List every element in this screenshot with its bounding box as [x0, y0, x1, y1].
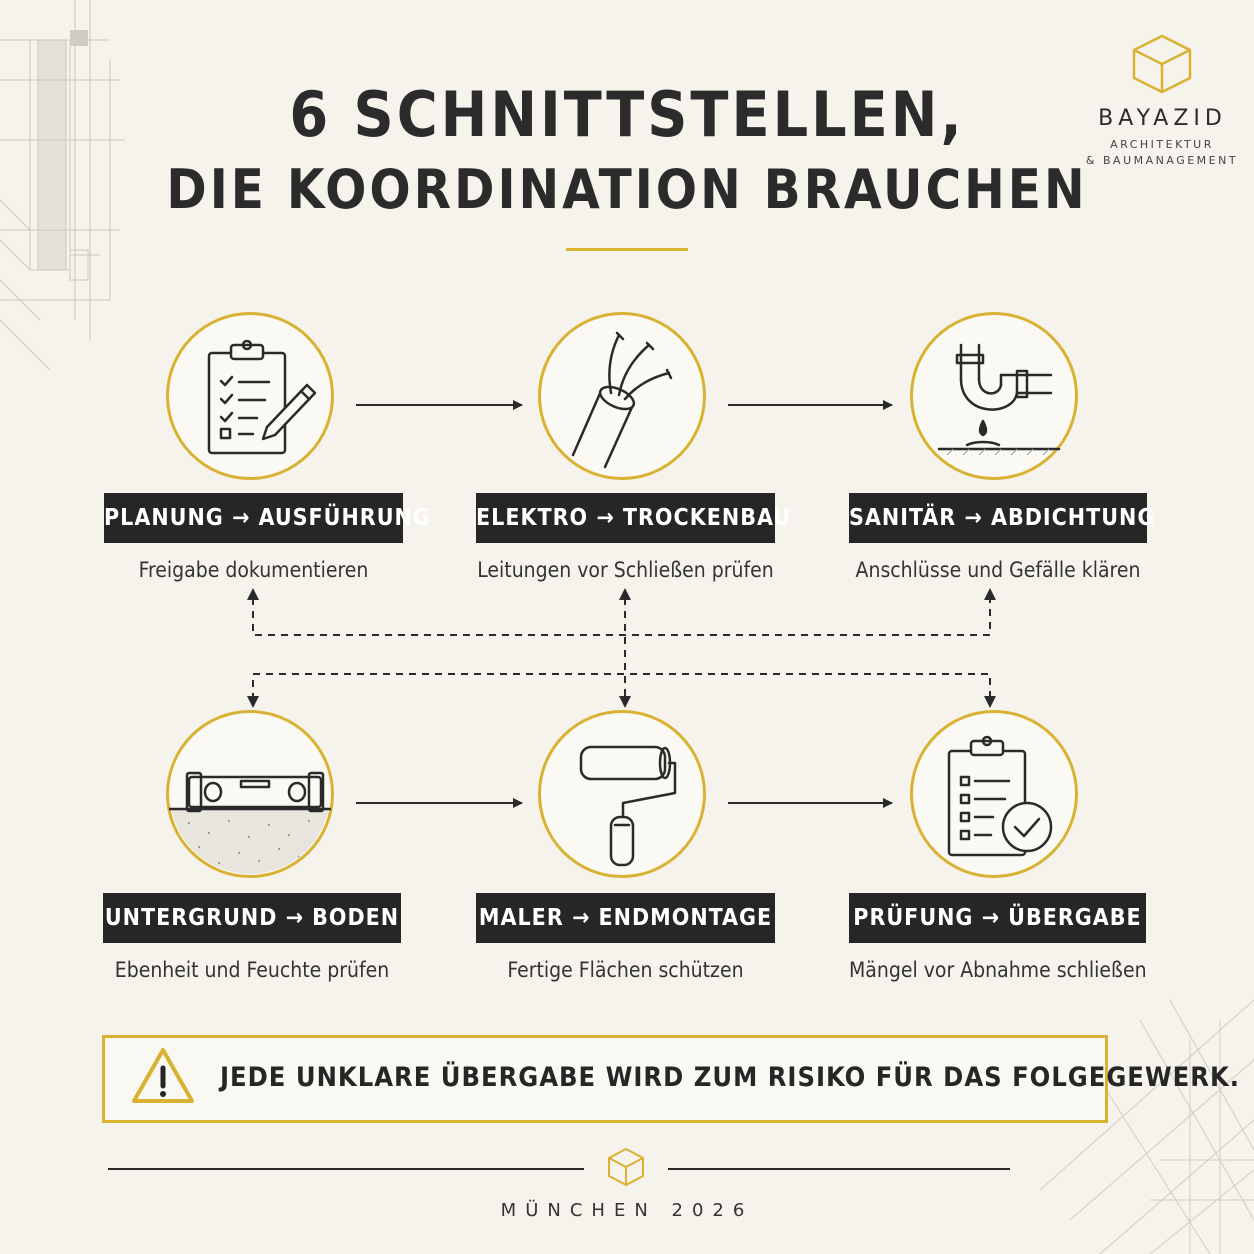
footer-rule-left [108, 1168, 584, 1170]
step-6-caption: Mängel vor Abnahme schließen [849, 958, 1147, 982]
pipe-drip-icon [913, 315, 1075, 477]
footer-rule-right [668, 1168, 1010, 1170]
logo-subtitle-2: & BAUMANAGEMENT [1085, 154, 1239, 167]
title-line-1: 6 SCHNITTSTELLEN, [289, 78, 965, 151]
step-1-label: PLANUNG → AUSFÜHRUNG [104, 493, 403, 543]
spirit-level-icon [169, 713, 331, 875]
step-5-caption: Fertige Flächen schützen [507, 958, 744, 982]
step-2-circle [538, 312, 706, 480]
footer-cube-icon [606, 1146, 646, 1188]
warning-text: JEDE UNKLARE ÜBERGABE WIRD ZUM RISIKO FÜR DAS FOLGEGEWERK. [220, 1062, 1241, 1093]
footer-location-year: MÜNCHEN 2026 [500, 1200, 754, 1221]
step-2-label: ELEKTRO → TROCKENBAU [476, 493, 775, 543]
cable-conduit-icon [541, 315, 703, 477]
step-5-circle [538, 710, 706, 878]
step-5-label: MALER → ENDMONTAGE [476, 893, 775, 943]
step-3-circle [910, 312, 1078, 480]
logo-subtitle-1: ARCHITEKTUR [1110, 138, 1214, 151]
step-1-caption: Freigabe dokumentieren [138, 558, 369, 582]
warning-triangle-icon [130, 1046, 196, 1106]
clipboard-pencil-icon [169, 315, 331, 477]
step-4-circle [166, 710, 334, 878]
step-1-circle [166, 312, 334, 480]
step-4-label: UNTERGRUND → BODEN [103, 893, 401, 943]
clipboard-check-icon [913, 713, 1075, 875]
step-4-caption: Ebenheit und Feuchte prüfen [114, 958, 390, 982]
logo-name: BAYAZID [1098, 106, 1227, 131]
step-3-label: SANITÄR → ABDICHTUNG [849, 493, 1147, 543]
step-2-caption: Leitungen vor Schließen prüfen [477, 558, 774, 582]
step-6-circle [910, 710, 1078, 878]
title-line-2: DIE KOORDINATION BRAUCHEN [166, 158, 1088, 221]
paint-roller-icon [541, 713, 703, 875]
dashed-connector-top [253, 598, 990, 635]
step-6-label: PRÜFUNG → ÜBERGABE [849, 893, 1146, 943]
step-3-caption: Anschlüsse und Gefälle klären [855, 558, 1141, 582]
